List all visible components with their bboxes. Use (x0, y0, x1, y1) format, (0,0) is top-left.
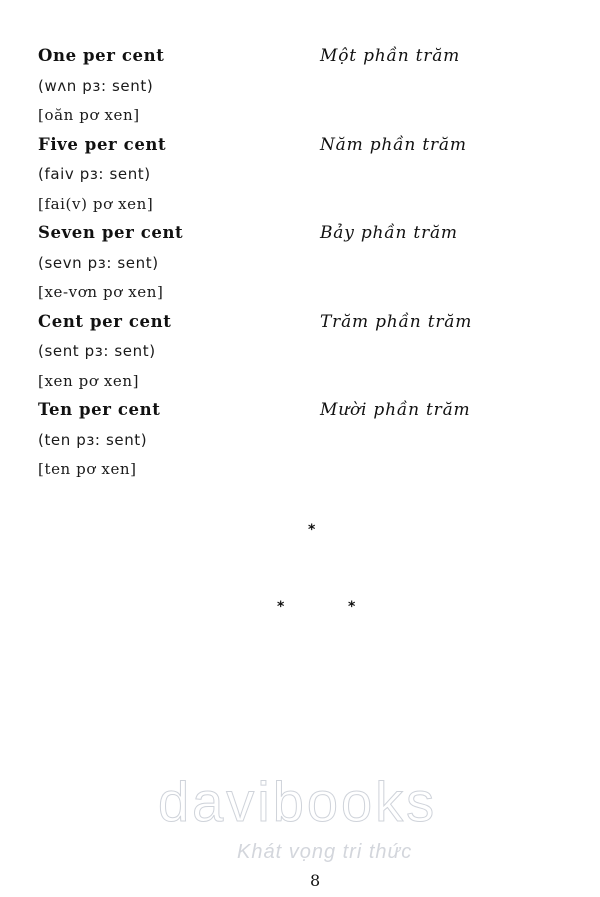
entry-ipa: (faiv pɜ: sent) (38, 165, 151, 183)
watermark-slogan: Khát vọng tri thức (237, 841, 413, 863)
entry-term: Five per cent (38, 134, 167, 154)
entry-translation: Mười phần trăm (320, 400, 471, 420)
entry-cent-per-cent (38, 310, 578, 399)
entry-term: One per cent (38, 46, 165, 65)
entry-translation: Năm phần trăm (320, 134, 467, 155)
entry-viet-pronunciation: [xen pơ xen] (38, 371, 140, 390)
entry-term: Ten per cent (38, 400, 161, 419)
entry-viet-pronunciation: [ten pơ xen] (38, 460, 137, 478)
entry-term: Cent per cent (38, 311, 172, 331)
entry-seven-per-cent (38, 221, 578, 310)
entry-ipa: (sevn pɜ: sent) (38, 253, 159, 272)
entry-ipa: (ten pɜ: sent) (38, 430, 148, 449)
entry-translation: Bảy phần trăm (320, 223, 458, 243)
watermark-brand: davibooks (158, 770, 438, 833)
page-number: 8 (310, 871, 321, 890)
entry-viet-pronunciation: [oăn pơ xen] (38, 106, 140, 124)
entry-ten-per-cent (38, 398, 578, 487)
entry-viet-pronunciation: [xe-vơn pơ xen] (38, 283, 164, 301)
entry-translation: Trăm phần trăm (320, 311, 473, 332)
entry-translation: Một phần trăm (320, 46, 461, 66)
entry-list (38, 44, 578, 487)
entry-term: Seven per cent (38, 223, 184, 242)
separator-star-left: * (277, 599, 285, 615)
entry-five-per-cent (38, 133, 578, 222)
separator-star-right: * (348, 599, 356, 615)
entry-one-per-cent (38, 44, 578, 133)
entry-viet-pronunciation: [fai(v) pơ xen] (38, 194, 154, 213)
entry-ipa: (wʌn pɜ: sent) (38, 76, 154, 95)
entry-ipa: (sent pɜ: sent) (38, 342, 156, 360)
separator-star-top: * (308, 522, 316, 538)
